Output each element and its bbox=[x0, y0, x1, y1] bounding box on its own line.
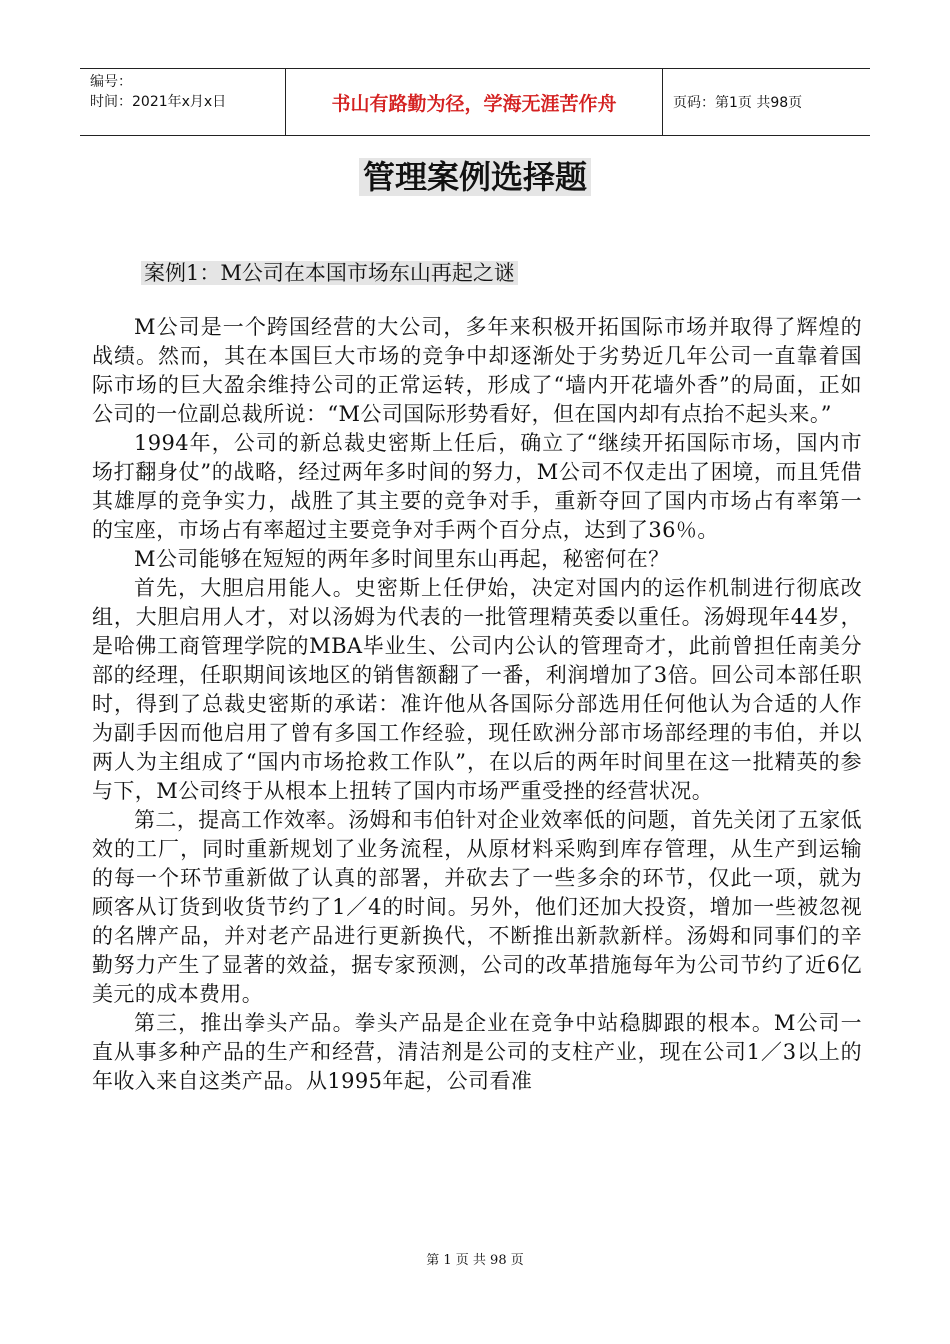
document-time-label: 时间：2021年x月x日 bbox=[90, 94, 227, 110]
paragraph: 1994年，公司的新总裁史密斯上任后，确立了“继续开拓国际市场，国内市场打翻身仗”的战略，经过两年多时间的努力，M公司不仅走出了困境，而且凭借其雄厚的竞争实力，战胜了其主要的竞争对手，重新夺回了国内市场占有率第一的宝座，市场占有率超过主要竞争对手两个百分点，达到了36％。 bbox=[92, 431, 862, 542]
document-header bbox=[80, 68, 870, 136]
paragraph: 首先，大胆启用能人。史密斯上任伊始，决定对国内的运作机制进行彻底改组，大胆启用人才，对以汤姆为代表的一批管理精英委以重任。汤姆现年44岁，是哈佛工商管理学院的MBA毕业生、公司内公认的管理奇才，此前曾担任南美分部的经理，任职期间该地区的销售额翻了一番，利润增加了3倍。回公司本部任职时，得到了总裁史密斯的承诺：准许他从各国际分部选用任何他认为合适的人作为副手因而他启用了曾有多国工作经验，现任欧洲分部市场部经理的韦伯，并以两人为主组成了“国内市场抢救工作队”，在以后的两年时间里在这一批精英的参与下，M公司终于从根本上扭转了国内市场严重受挫的经营状况。 bbox=[92, 576, 862, 803]
page-footer: 第 1 页 共 98 页 bbox=[426, 1253, 524, 1268]
paragraph: 第三，推出拳头产品。拳头产品是企业在竞争中站稳脚跟的根本。M公司一直从事多种产品的生产和经营，清洁剂是公司的支柱产业，现在公司1／3以上的年收入来自这类产品。从1995年起，公司看准 bbox=[92, 1011, 862, 1093]
document-number-label: 编号： bbox=[90, 74, 132, 90]
paragraph: M公司能够在短短的两年多时间里东山再起，秘密何在？ bbox=[134, 547, 670, 571]
paragraph: 第二，提高工作效率。汤姆和韦伯针对企业效率低的问题，首先关闭了五家低效的工厂，同时重新规划了业务流程，从原材料采购到库存管理，从生产到运输的每一个环节重新做了认真的部署，并砍去了一些多余的环节，仅此一项，就为顾客从订货到收货节约了1／4的时间。另外，他们还加大投资，增加一些被忽视的名牌产品，并对老产品进行更新换代，不断推出新款新样。汤姆和同事们的辛勤努力产生了显著的效益，据专家预测，公司的改革措施每年为公司节约了近6亿美元的成本费用。 bbox=[92, 808, 862, 1006]
case-title: 案例1：M公司在本国市场东山再起之谜 bbox=[141, 257, 518, 287]
page-title: 管理案例选择题 bbox=[0, 152, 950, 198]
header-page-cell bbox=[663, 69, 870, 135]
header-motto-cell bbox=[286, 69, 663, 135]
body-text bbox=[92, 313, 862, 1096]
header-meta bbox=[80, 69, 286, 135]
paragraph: M公司是一个跨国经营的大公司，多年来积极开拓国际市场并取得了辉煌的战绩。然而，其在本国巨大市场的竞争中却逐渐处于劣势近几年公司一直靠着国际市场的巨大盈余维持公司的正常运转，形成了“墙内开花墙外香”的局面，正如公司的一位副总裁所说：“M公司国际形势看好，但在国内却有点抬不起头来。” bbox=[92, 315, 862, 426]
header-page-info: 页码：第1页 共98页 bbox=[673, 95, 803, 111]
header-motto: 书山有路勤为径，学海无涯苦作舟 bbox=[331, 92, 617, 115]
